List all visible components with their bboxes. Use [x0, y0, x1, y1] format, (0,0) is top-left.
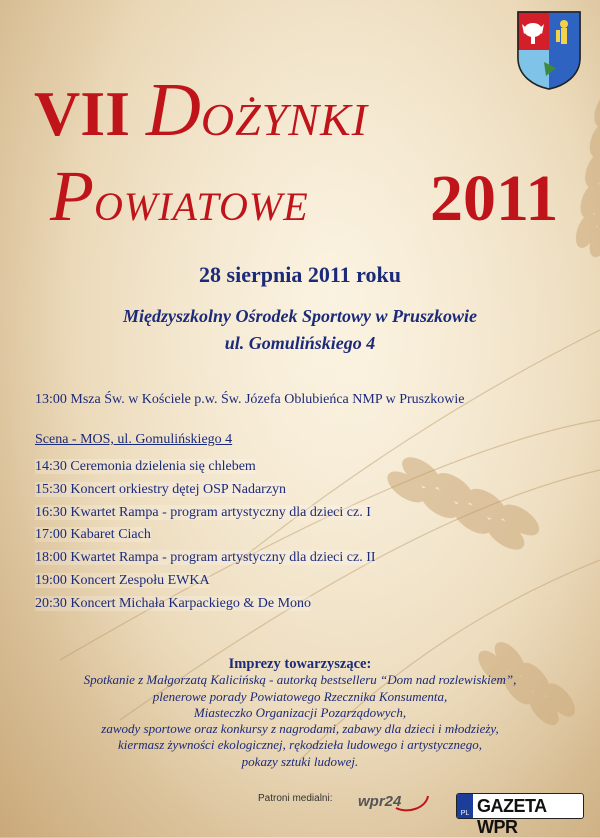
side-event-line: Miasteczko Organizacji Pozarządowych,: [193, 704, 407, 720]
event-date: 28 sierpnia 2011 roku: [199, 262, 401, 287]
side-event-line: zawody sportowe oraz konkursy z nagrodami, zabawy dla dzieci i młodzieży,: [101, 721, 499, 737]
schedule-scene-header: Scena - MOS, ul. Gomulińskiego 4: [35, 432, 233, 447]
coat-of-arms-icon: [516, 10, 582, 90]
side-event-line: Spotkanie z Małgorzatą Kalicińską - autorką bestselleru “Dom nad rozlewiskiem”,: [83, 672, 517, 688]
schedule-item: 20:30 Koncert Michała Karpackiego & De Mono: [35, 595, 312, 611]
gazeta-wpr-logo: [456, 793, 584, 837]
schedule-item: 17:00 Kabaret Ciach: [35, 527, 151, 543]
side-events-heading: Imprezy towarzyszące:: [228, 656, 372, 672]
wpr24-logo: [356, 788, 430, 814]
schedule-item: 19:00 Koncert Zespołu EWKA: [35, 572, 210, 588]
title-word-1-capital: D: [146, 68, 201, 152]
title-word-2-rest: OWIATOWE: [93, 184, 309, 229]
schedule-item: 15:30 Koncert orkiestry dętej OSP Nadarzyn: [35, 481, 287, 497]
event-venue: Międzyszkolny Ośrodek Sportowy w Pruszkowie: [122, 306, 478, 326]
title-line-2: [50, 156, 309, 236]
title-roman-numeral: VII: [34, 78, 131, 149]
title-year: 2011: [430, 162, 559, 235]
eu-plate-badge: PL: [457, 794, 473, 818]
patrons-label: Patroni medialni:: [258, 793, 333, 804]
schedule-mass: 13:00 Msza Św. w Kościele p.w. Św. Józefa Oblubieńca NMP w Pruszkowie: [35, 392, 465, 407]
event-address: ul. Gomulińskiego 4: [224, 333, 376, 353]
schedule-item: 14:30 Ceremonia dzielenia się chlebem: [35, 459, 256, 474]
svg-text:wpr24: wpr24: [358, 793, 402, 810]
schedule-item: 16:30 Kwartet Rampa - program artystyczny dla dzieci cz. I: [35, 504, 371, 520]
side-event-line: kiermasz żywności ekologicznej, rękodzieła ludowego i artystycznego,: [118, 737, 482, 753]
schedule-list: [35, 458, 376, 618]
side-event-line: pokazy sztuki ludowej.: [241, 753, 359, 769]
gazeta-wpr-name: GAZETA WPR: [477, 796, 546, 837]
title-line-1: [34, 68, 368, 152]
title-word-2-capital: P: [50, 156, 94, 236]
side-events: [0, 656, 600, 770]
side-event-line: plenerowe porady Powiatowego Rzecznika Konsumenta,: [152, 688, 448, 704]
title-word-1-rest: OŻYNKI: [200, 94, 368, 145]
schedule-item: 18:00 Kwartet Rampa - program artystyczny dla dzieci cz. II: [35, 550, 376, 566]
